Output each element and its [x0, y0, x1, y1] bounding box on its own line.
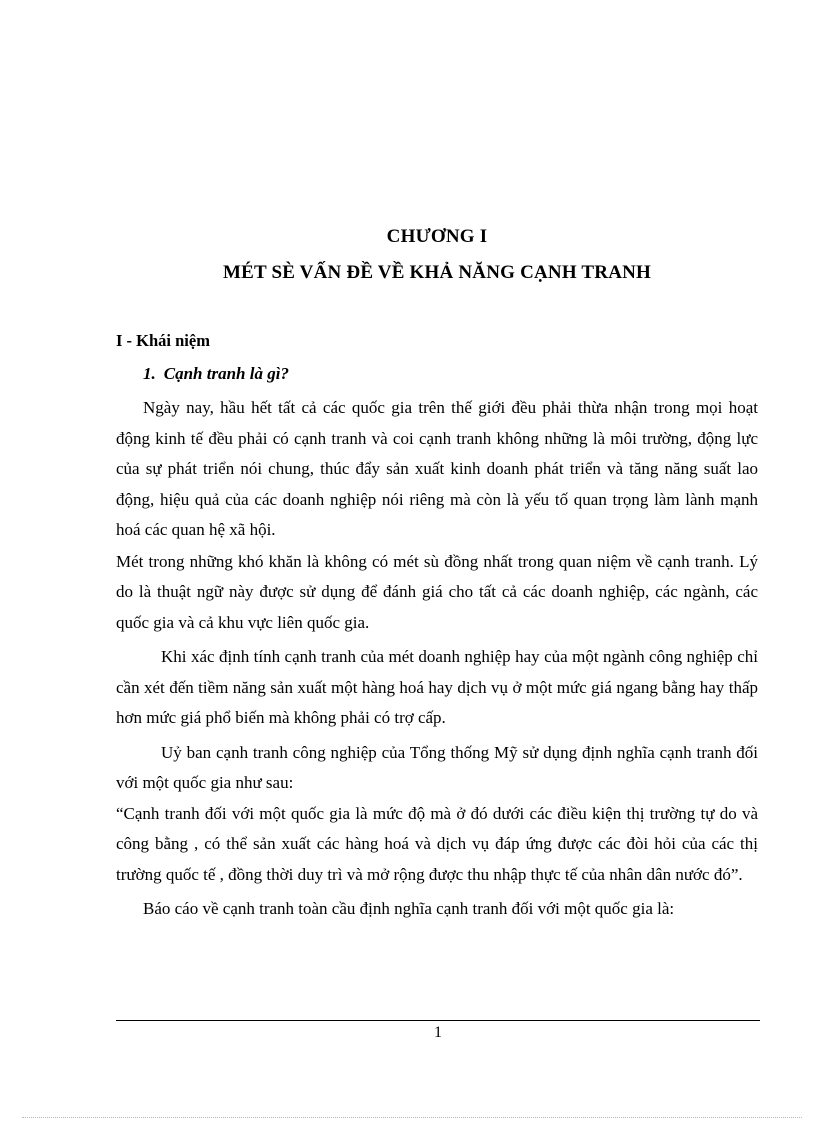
chapter-subtitle: MÉT SÈ VẤN ĐỀ VỀ KHẢ NĂNG CẠNH TRANH	[222, 262, 652, 283]
subsection-heading	[143, 364, 289, 384]
paragraph: Ngày nay, hầu hết tất cả các quốc gia trên thế giới đều phải thừa nhận trong mọi hoạt động kinh tế đều phải có cạnh tranh và coi cạnh tranh không những là môi trường, động lực của sự phát triển nói chung, thúc đẩy sản xuất kinh doanh phát triển và tăng năng suất lao động, hiệu quả của các doanh nghiệp nói riêng mà còn là yếu tố quan trọng làm lành mạnh hoá các quan hệ xã hội.	[116, 398, 758, 539]
page-number: 1	[434, 1024, 442, 1041]
body-text	[116, 393, 758, 925]
chapter-title: CHƯƠNG I	[386, 226, 488, 247]
subsection-title: Cạnh tranh là gì?	[163, 364, 289, 383]
page-bottom-border	[22, 1117, 802, 1118]
paragraph: Mét trong những khó khăn là không có mét sù đồng nhất trong quan niệm về cạnh tranh. Lý do là thuật ngữ này được sử dụng để đánh giá cho tất cả các doanh nghiệp, các ngành, các quốc gia và cả khu vực liên quốc gia.	[116, 551, 758, 632]
subsection-number: 1.	[143, 364, 156, 383]
paragraph: Khi xác định tính cạnh tranh của mét doanh nghiệp hay của một ngành công nghiệp chỉ cần xét đến tiềm năng sản xuất một hàng hoá hay dịch vụ ở một mức giá ngang bằng hay thấp hơn mức giá phổ biến mà không phải có trợ cấp.	[116, 647, 758, 727]
quoted-definition: “Cạnh tranh đối với một quốc gia là mức độ mà ở đó dưới các điều kiện thị trường tự do và công bằng , có thể sản xuất các hàng hoá và dịch vụ đáp ứng được các đòi hỏi của các thị trường quốc tế , đồng thời duy trì và mở rộng được thu nhập thực tế của nhân dân nước đó”.	[116, 803, 758, 884]
footer-divider	[116, 1020, 760, 1021]
section-heading: I - Khái niệm	[116, 331, 210, 350]
paragraph: Báo cáo về cạnh tranh toàn cầu định nghĩa cạnh tranh đối với một quốc gia là:	[143, 899, 675, 918]
paragraph: Uỷ ban cạnh tranh công nghiệp của Tổng thống Mỹ sử dụng định nghĩa cạnh tranh đối với một quốc gia như sau:	[116, 742, 758, 792]
